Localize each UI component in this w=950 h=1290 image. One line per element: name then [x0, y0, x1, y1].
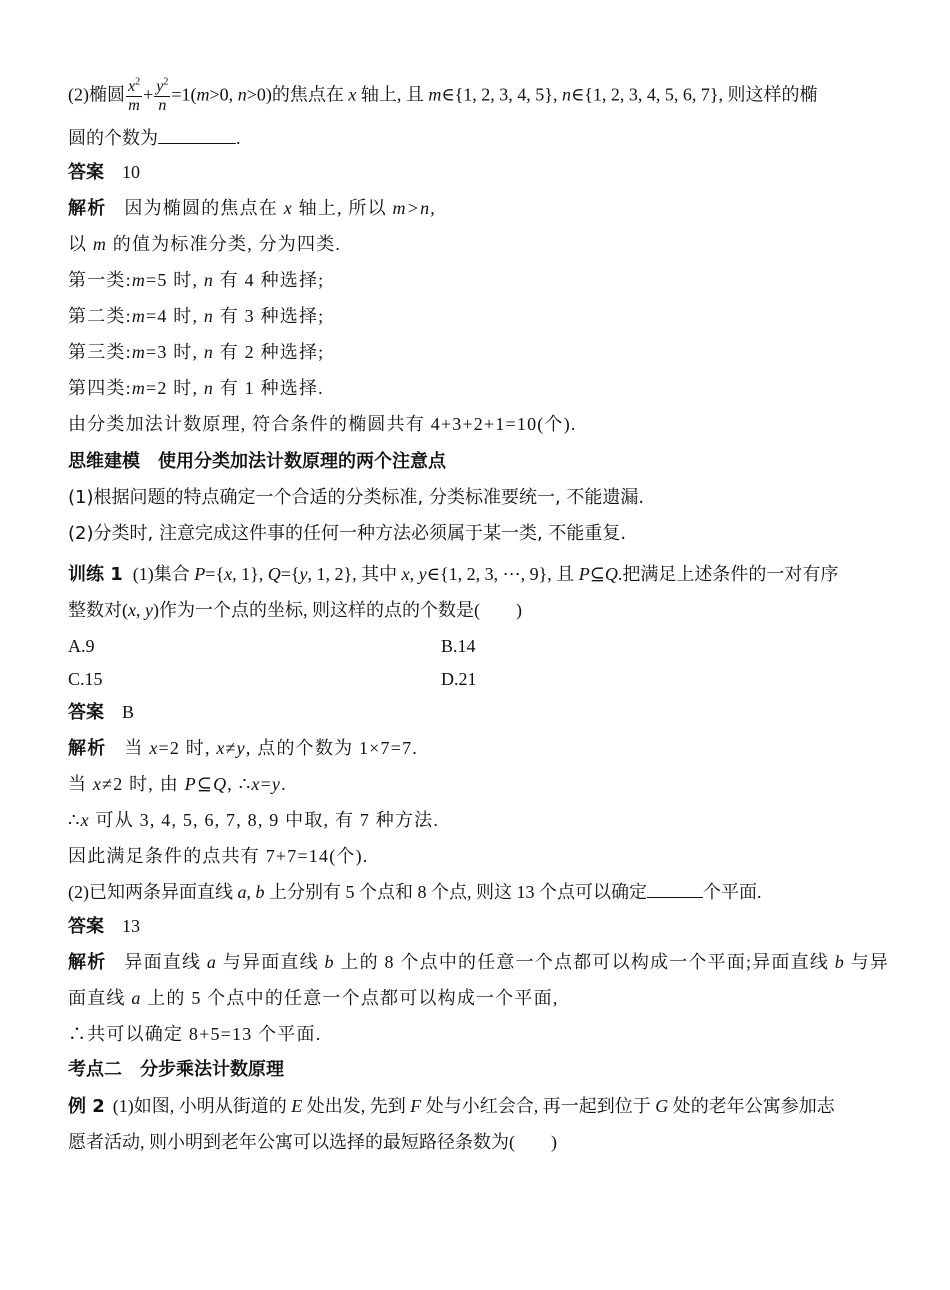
solution-1-line1: 解析 因为椭圆的焦点在 x 轴上, 所以 m>n, [68, 198, 436, 219]
answer-2: 答案 B [68, 702, 135, 723]
answer-blank-2 [647, 881, 703, 898]
solution-3-line3: ∴共可以确定 8+5=13 个平面. [68, 1024, 322, 1044]
model-title: 思维建模 使用分类加法计数原理的两个注意点 [68, 451, 446, 472]
answer-blank [158, 127, 236, 144]
option-a: A.9 [68, 636, 95, 656]
option-d: D.21 [441, 669, 477, 689]
solution-1-case2: 第二类:m=4 时, n 有 3 种选择; [68, 306, 325, 326]
option-c: C.15 [68, 669, 103, 689]
options-row-1 [68, 634, 886, 658]
solution-2-line2: 当 x≠2 时, 由 P⊆Q, ∴x=y. [68, 774, 287, 794]
section-title: 考点二 分步乘法计数原理 [68, 1059, 284, 1080]
answer-3: 答案 13 [68, 916, 140, 937]
question-ellipse-line2: 圆的个数为 . [68, 128, 241, 148]
solution-2-line4: 因此满足条件的点共有 7+7=14(个). [68, 846, 369, 866]
solution-2-line3: ∴x 可从 3, 4, 5, 6, 7, 8, 9 中取, 有 7 种方法. [68, 810, 440, 830]
answer-1: 答案 10 [68, 162, 140, 183]
solution-1-conclusion: 由分类加法计数原理, 符合条件的椭圆共有 4+3+2+1=10(个). [68, 414, 577, 434]
model-point-1: (1)根据问题的特点确定一个合适的分类标准, 分类标准要统一, 不能遗漏. [68, 487, 645, 508]
solution-1-case4: 第四类:m=2 时, n 有 1 种选择. [68, 378, 324, 398]
training-question-line1: 训练 1 (1)集合 P={x, 1}, Q={y, 1, 2}, 其中 x, y∈{1, 2, 3, ⋯, 9}, 且 P⊆Q.把满足上述条件的一对有序 [68, 564, 839, 585]
solution-2-line1: 解析 当 x=2 时, x≠y, 点的个数为 1×7=7. [68, 738, 418, 759]
options-row-2 [68, 667, 886, 691]
question-skew-lines: (2)已知两条异面直线 a, b 上分别有 5 个点和 8 个点, 则这 13 个点可以确定 个平面. [68, 882, 762, 902]
fraction-y2-over-n: $\frac{y^2}{n}$ [156, 76, 169, 114]
solution-1-case3: 第三类:m=3 时, n 有 2 种选择; [68, 342, 325, 362]
solution-3-line2: 面直线 a 上的 5 个点中的任意一个点都可以构成一个平面, [68, 988, 559, 1008]
question-ellipse-line1: (2)椭圆 $\frac{x^2}{m}$ + $\frac{y^2}{n}$ =1(m>0, n>0)的焦点在 x 轴上, 且 m∈{1, 2, 3, 4, 5}, n∈{1, 2, 3, 4, 5, 6, 7}, 则这样的椭 [68, 76, 818, 114]
model-point-2: (2)分类时, 注意完成这件事的任何一种方法必须属于某一类, 不能重复. [68, 523, 627, 544]
example-2-line2: 愿者活动, 则小明到老年公寓可以选择的最短路径条数为( ) [68, 1132, 557, 1152]
fraction-x2-over-m: $\frac{x^2}{m}$ [128, 76, 141, 114]
training-question-line2: 整数对(x, y)作为一个点的坐标, 则这样的点的个数是( ) [68, 600, 522, 620]
solution-3-line1: 解析 异面直线 a 与异面直线 b 上的 8 个点中的任意一个点都可以构成一个平面;异面直线 b 与异 [68, 952, 890, 973]
solution-1-line2: 以 m 的值为标准分类, 分为四类. [68, 234, 342, 254]
option-b: B.14 [441, 636, 476, 656]
solution-1-case1: 第一类:m=5 时, n 有 4 种选择; [68, 270, 325, 290]
example-2-line1: 例 2 (1)如图, 小明从街道的 E 处出发, 先到 F 处与小红会合, 再一起到位于 G 处的老年公寓参加志 [68, 1096, 835, 1117]
